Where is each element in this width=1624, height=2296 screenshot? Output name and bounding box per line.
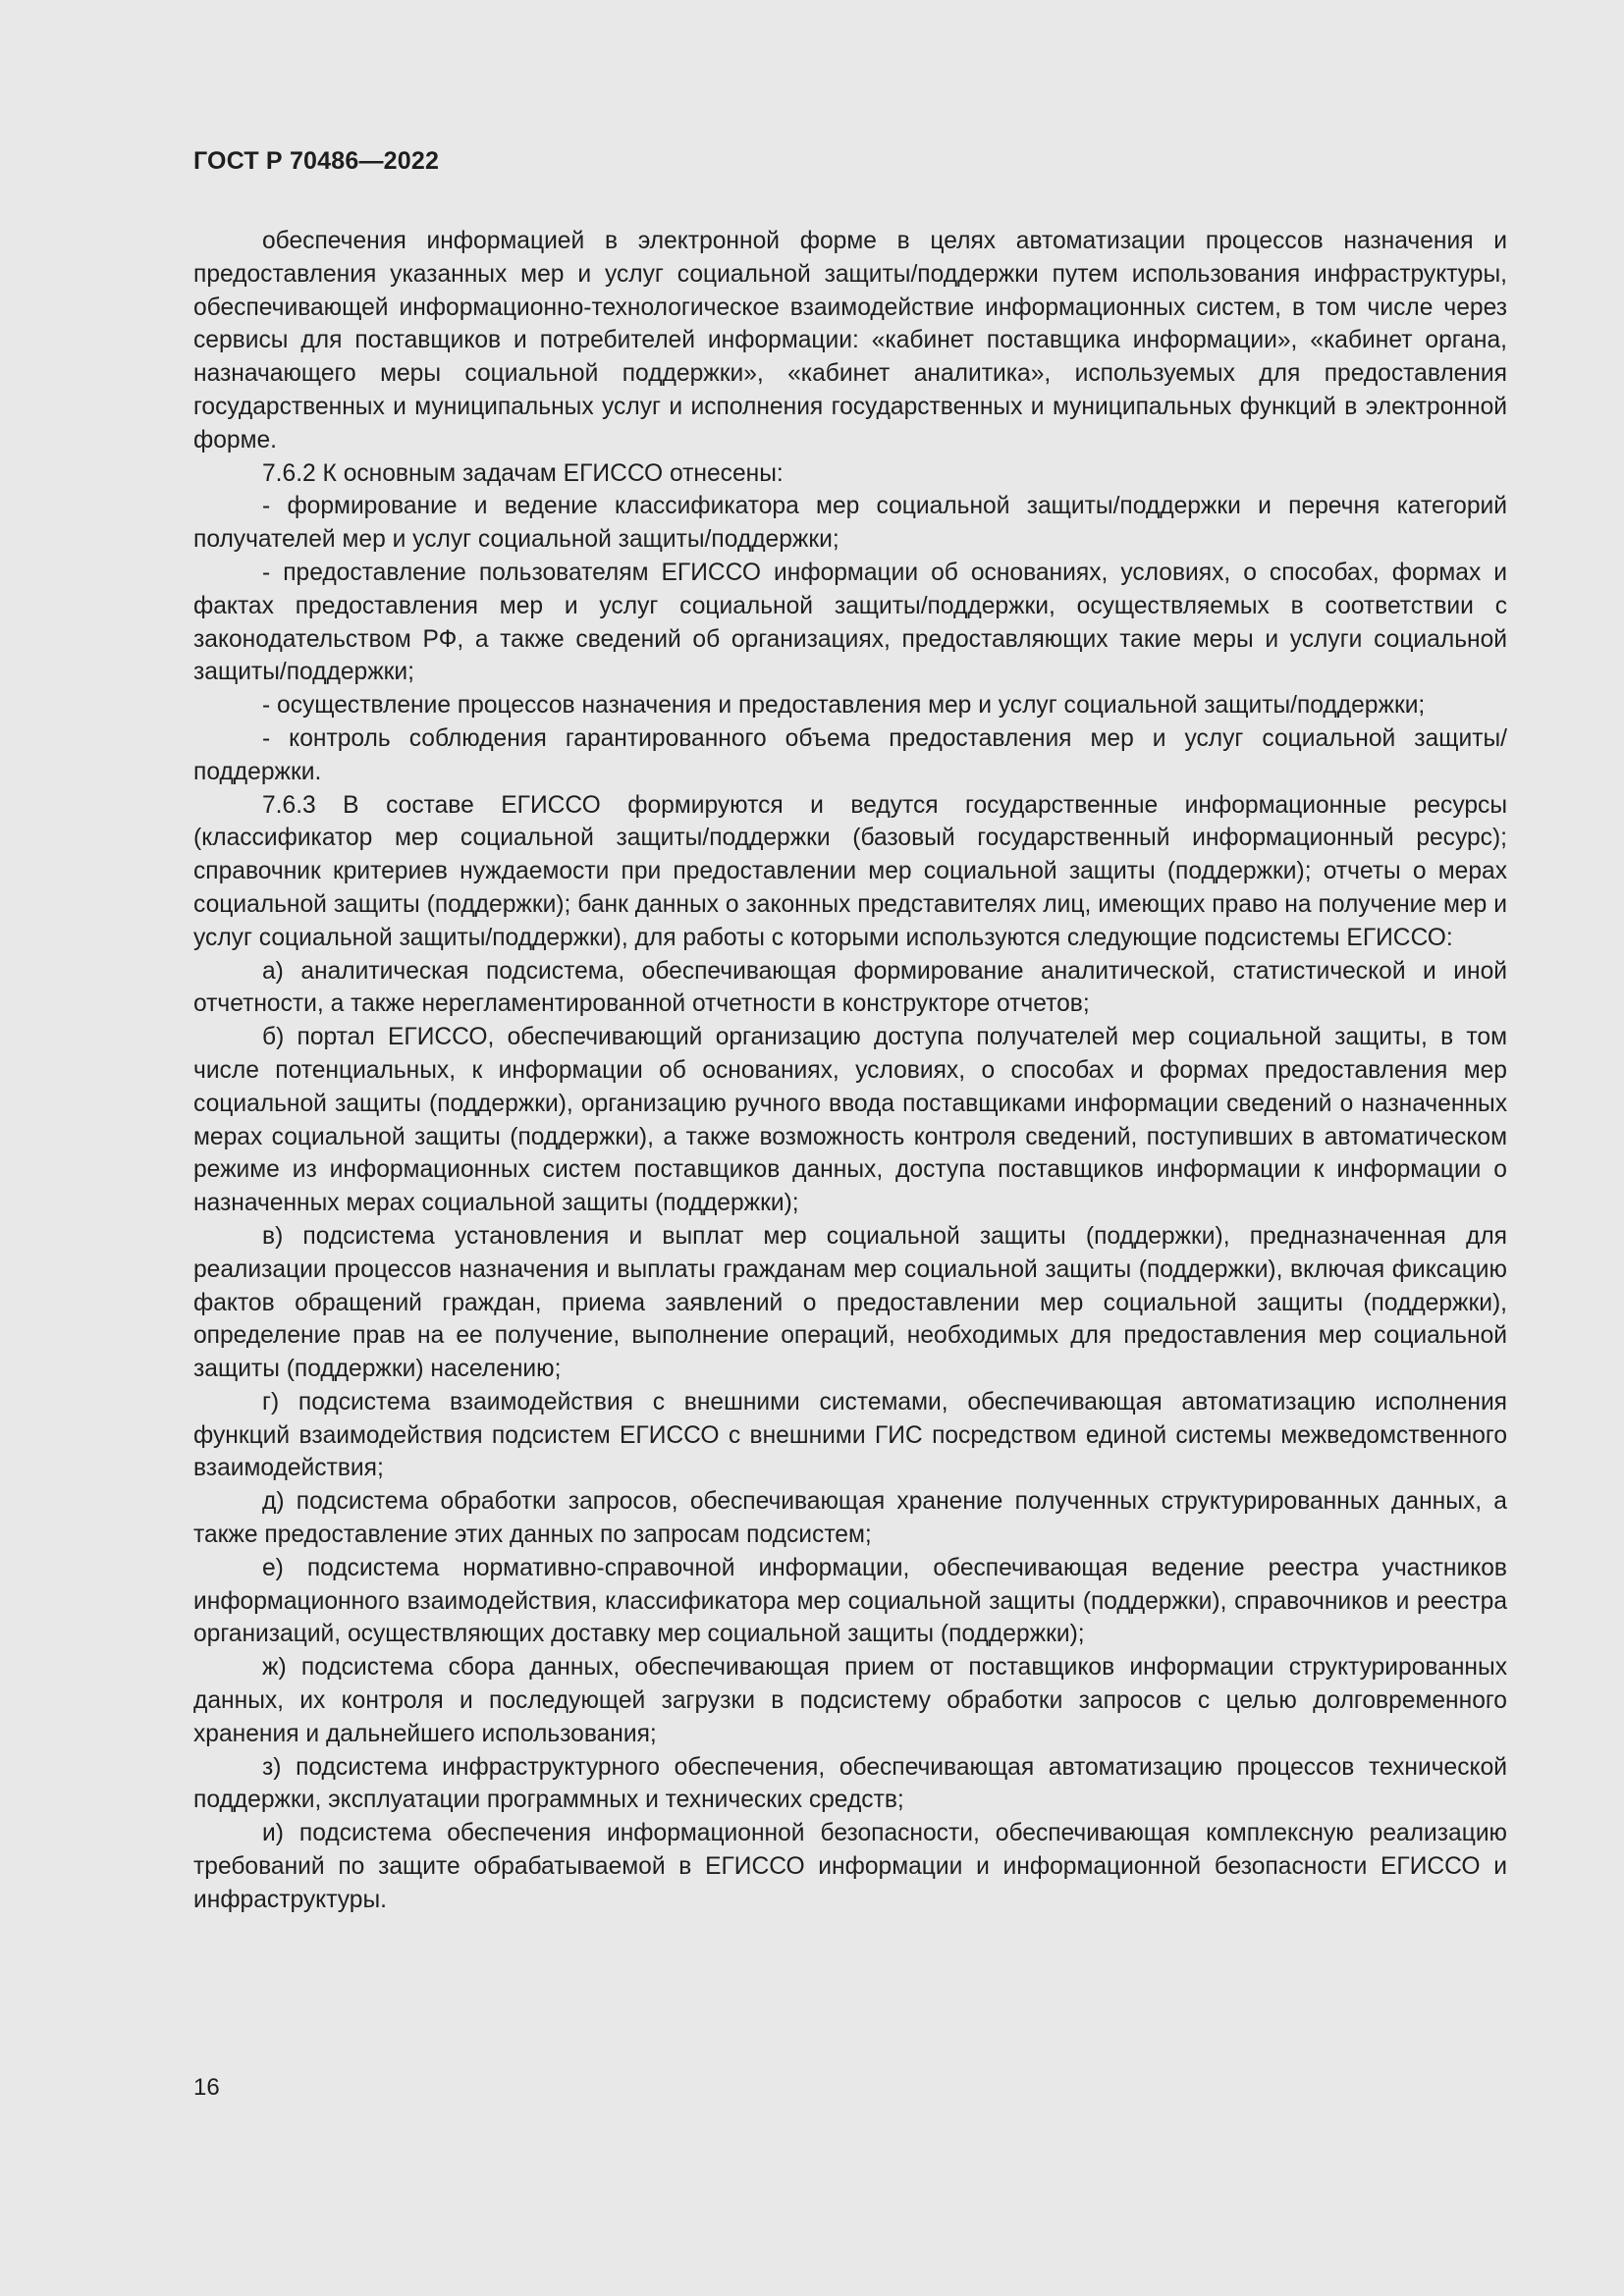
list-item-task-1: - формирование и ведение классификатора мер социальной защиты/поддержки и перечня категорий получателей мер и услуг социальной защиты/поддержки; <box>193 493 1507 554</box>
list-item-task-4: - контроль соблюдения гарантированного объема предоставления мер и услуг социальной защиты/поддержки. <box>193 724 1507 785</box>
list-item-subsystem-a: а) аналитическая подсистема, обеспечивающая формирование аналитической, статистической и иной отчетности, а также нерегламентированной отчетности в конструкторе отчетов; <box>193 957 1507 1018</box>
list-item-subsystem-zh: ж) подсистема сбора данных, обеспечивающая прием от поставщиков информации структурированных данных, их контроля и последующей загрузки в подсистему обработки запросов с целью долговременного хранения и дальнейшего использования; <box>193 1654 1507 1747</box>
list-item-task-3: - осуществление процессов назначения и предоставления мер и услуг социальной защиты/поддержки; <box>262 692 1426 720</box>
paragraph-intro-continuation: обеспечения информацией в электронной форме в целях автоматизации процессов назначения и предоставления указанных мер и услуг социальной защиты/поддержки путем использования инфраструктуры, обеспечивающей информационно-технологическое взаимодействие информационных систем, в том числе через сервисы для поставщиков и потребителей информации: «кабинет поставщика информации», «кабинет органа, назначающего меры социальной поддержки», «кабинет аналитика», используемых для предоставления государственных и муниципальных услуг и исполнения государственных и муниципальных функций в электронной форме. <box>193 228 1507 454</box>
list-item-subsystem-i: и) подсистема обеспечения информационной безопасности, обеспечивающая комплексную реализацию требований по защите обрабатываемой в ЕГИССО информации и информационной безопасности ЕГИССО и инфраструктуры. <box>193 1820 1507 1913</box>
list-item-subsystem-v: в) подсистема установления и выплат мер социальной защиты (поддержки), предназначенная для реализации процессов назначения и выплаты гражданам мер социальной защиты (поддержки), включая фиксацию фактов обращений граждан, приема заявлений о предоставлении мер социальной защиты (поддержки), определение прав на ее получение, выполнение операций, необходимых для предоставления мер социальной защиты (поддержки) населению; <box>193 1222 1507 1383</box>
list-item-task-2: - предоставление пользователям ЕГИССО информации об основаниях, условиях, о способах, формах и фактах предоставления мер и услуг социальной защиты/поддержки, осуществляемых в соответствии с законодательством РФ, а также сведений об организациях, предоставляющих такие меры и услуги социальной защиты/поддержки; <box>193 559 1507 686</box>
document-header: ГОСТ Р 70486—2022 <box>193 147 440 175</box>
list-item-subsystem-z: з) подсистема инфраструктурного обеспечения, обеспечивающая автоматизацию процессов технической поддержки, эксплуатации программных и технических средств; <box>193 1753 1507 1814</box>
paragraph-7-6-2: 7.6.2 К основным задачам ЕГИССО отнесены: <box>262 459 784 487</box>
list-item-subsystem-e: е) подсистема нормативно-справочной информации, обеспечивающая ведение реестра участников информационного взаимодействия, классификатора мер социальной защиты (поддержки), справочников и реестра организаций, осуществляющих доставку мер социальной защиты (поддержки); <box>193 1554 1507 1648</box>
list-item-subsystem-g: г) подсистема взаимодействия с внешними системами, обеспечивающая автоматизацию исполнения функций взаимодействия подсистем ЕГИССО с внешними ГИС посредством единой системы межведомственного взаимодействия; <box>193 1388 1507 1482</box>
paragraph-7-6-3: 7.6.3 В составе ЕГИССО формируются и ведутся государственные информационные ресурсы (классификатор мер социальной защиты/поддержки (базовый государственный информационный ресурс); справочник критериев нуждаемости при предоставлении мер социальной защиты (поддержки); отчеты о мерах социальной защиты (поддержки); банк данных о законных представителях лиц, имеющих право на получение мер и услуг социальной защиты/поддержки), для работы с которыми используются следующие подсистемы ЕГИССО: <box>193 791 1507 951</box>
list-item-subsystem-b: б) портал ЕГИССО, обеспечивающий организацию доступа получателей мер социальной защиты, в том числе потенциальных, к информации об основаниях, условиях, о способах и формах предоставления мер социальной защиты (поддержки), организацию ручного ввода поставщиками информации сведений о назначенных мерах социальной защиты (поддержки), а также возможность контроля сведений, поступивших в автоматическом режиме из информационных систем поставщиков данных, доступа поставщиков информации к информации о назначенных мерах социальной защиты (поддержки); <box>193 1024 1507 1217</box>
page-number: 16 <box>193 2074 220 2101</box>
list-item-subsystem-d: д) подсистема обработки запросов, обеспечивающая хранение полученных структурированных данных, а также предоставление этих данных по запросам подсистем; <box>193 1488 1507 1549</box>
document-body <box>193 225 1507 1917</box>
